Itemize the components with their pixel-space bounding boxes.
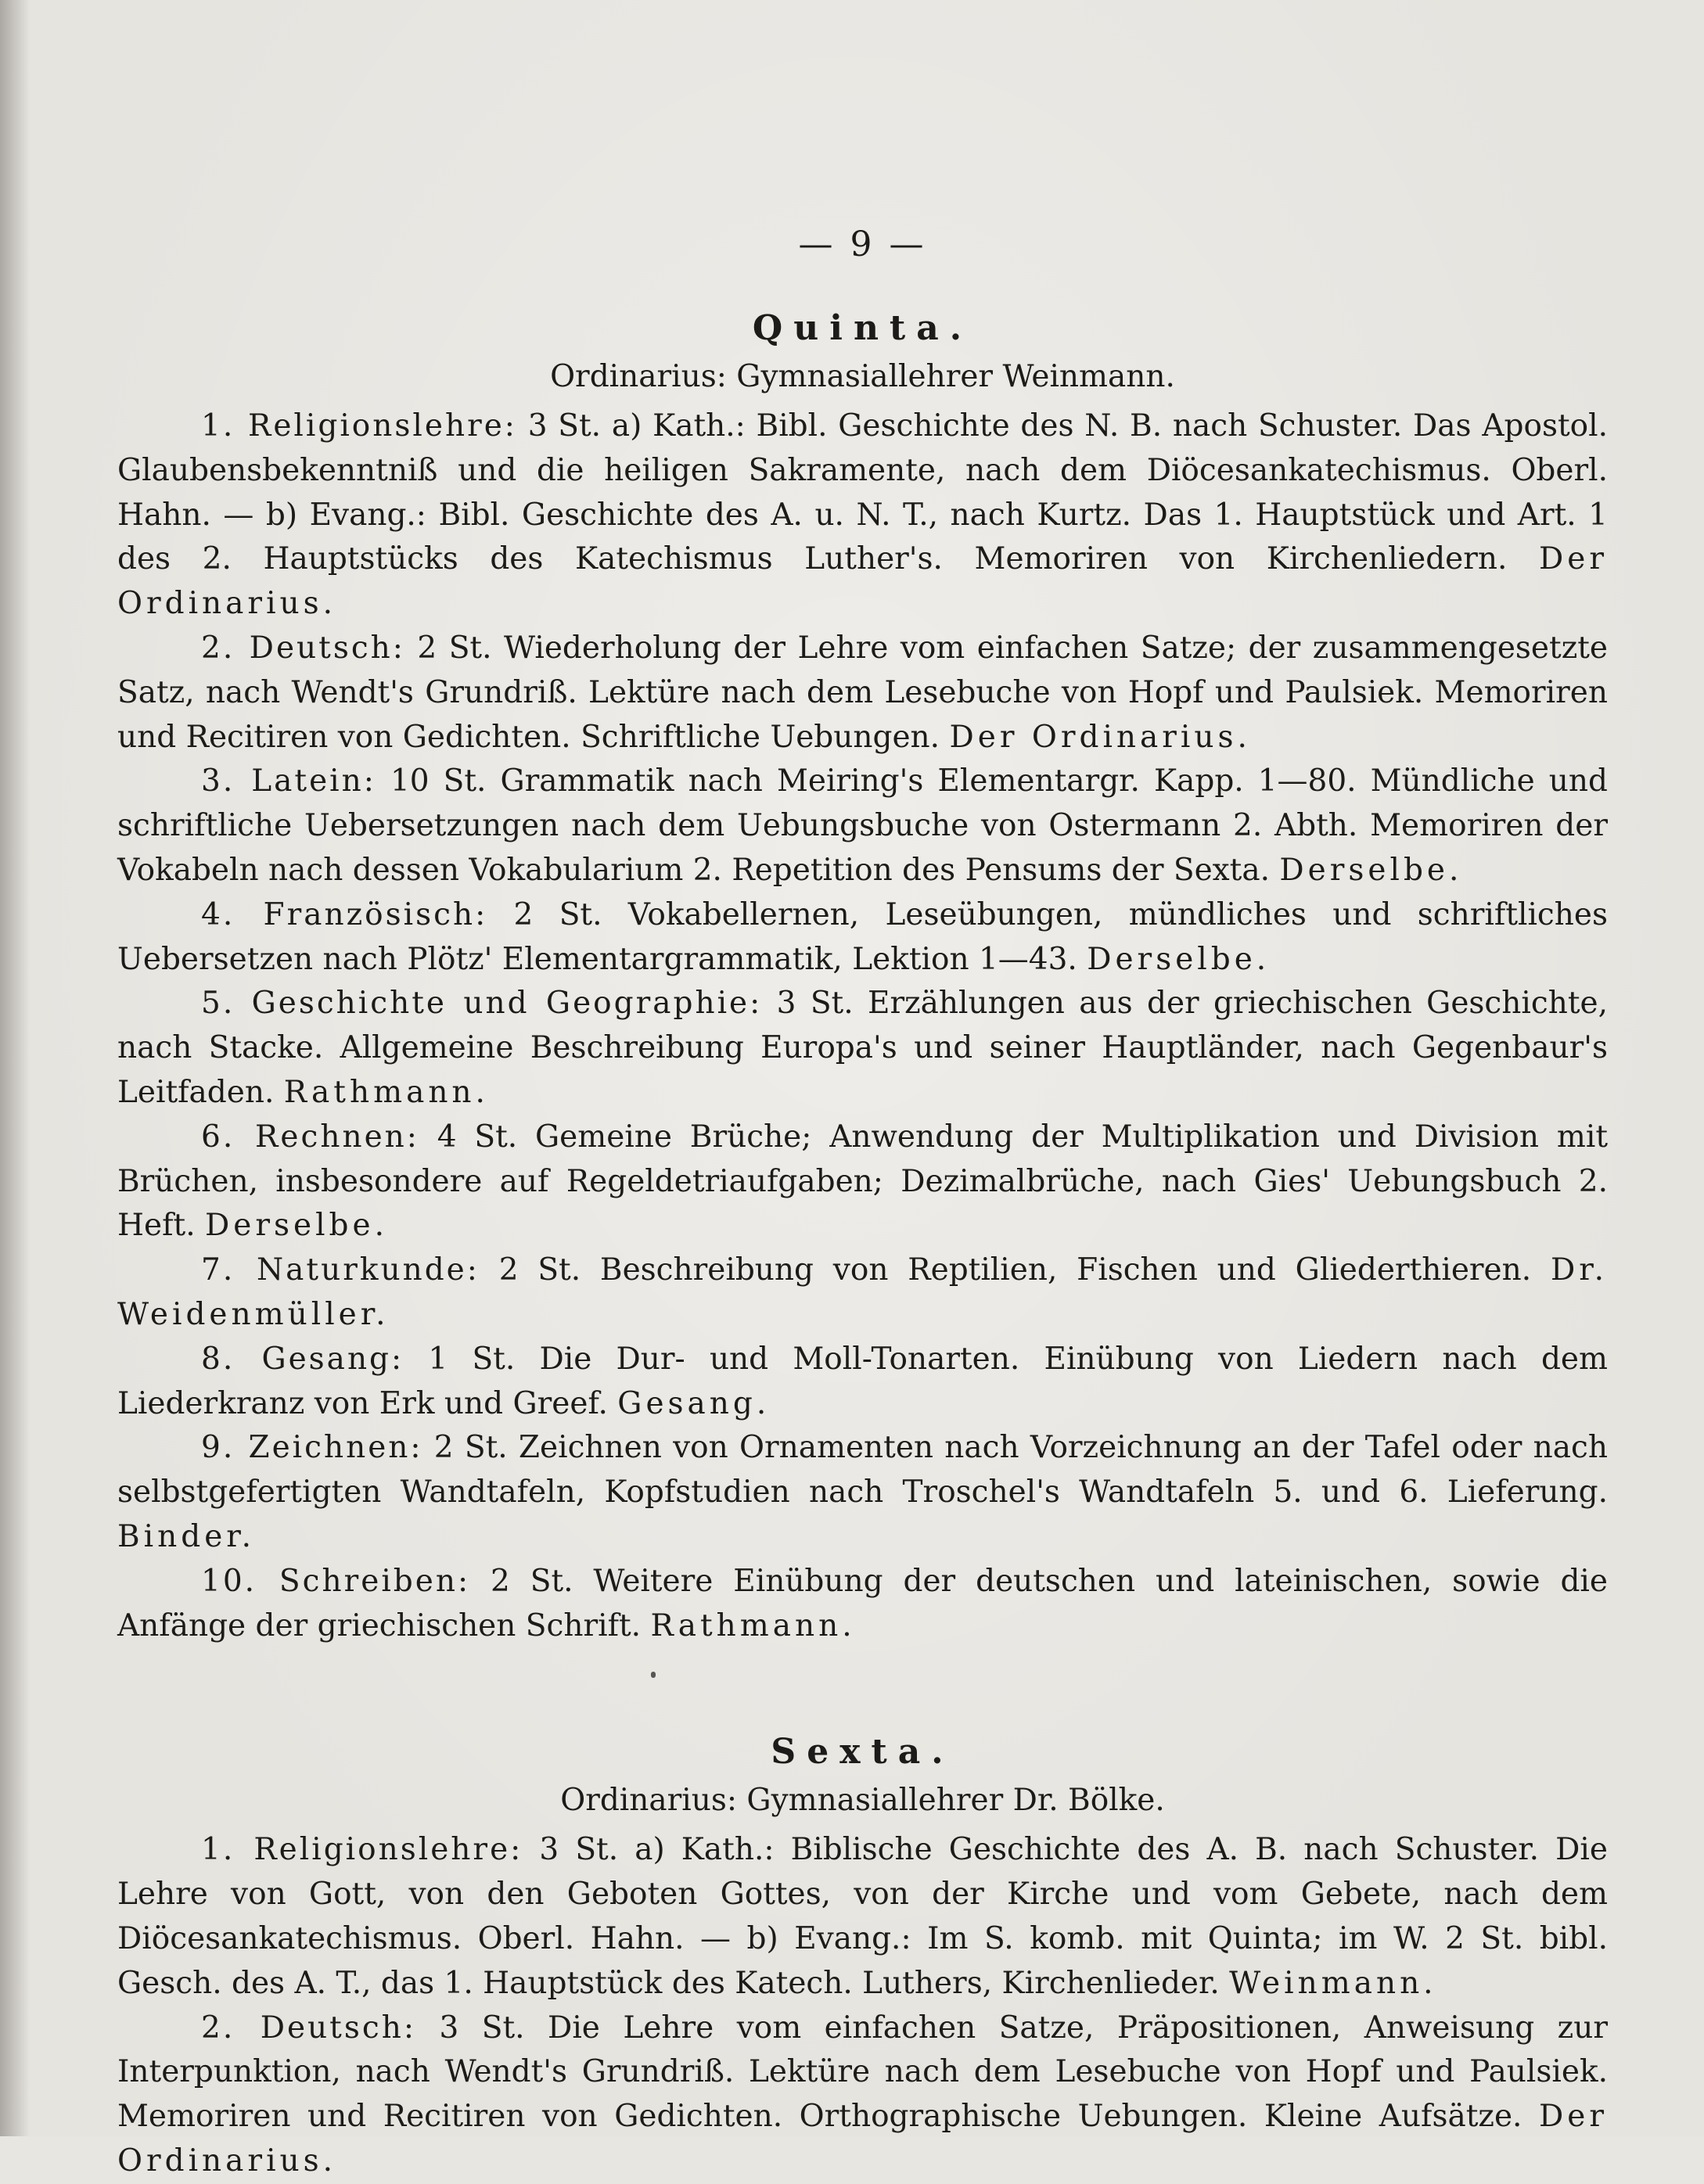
section-title: Quinta. [752, 308, 973, 348]
subject-entry [117, 893, 1608, 982]
subject-label: 7. Naturkunde: [201, 1252, 480, 1288]
subject-text: 2 St. Weitere Einübung der deutschen und lateinischen, sowie die Anfänge der griechischen Schrift. [117, 1563, 1608, 1643]
subject-entry [117, 1426, 1608, 1559]
subject-entry [117, 1248, 1608, 1338]
subject-entry [117, 627, 1608, 760]
ordinarius-line: Ordinarius: Gymnasiallehrer Weinmann. [550, 359, 1175, 394]
section-title: Sexta. [771, 1732, 954, 1773]
teacher-name: Derselbe. [1087, 941, 1271, 977]
stray-ink-dot [117, 1648, 1608, 1726]
subject-entry [117, 760, 1608, 893]
subject-entry [117, 1115, 1608, 1248]
subject-text: 4 St. Gemeine Brüche; Anwendung der Multiplikation und Division mit Brüchen, insbesondere auf Regeldetriaufgaben; Dezimalbrüche, nach Gies' Uebungsbuch 2. Heft. [117, 1119, 1608, 1244]
section-sexta [117, 1726, 1608, 2183]
subject-text: 3 St. a) Kath.: Biblische Geschichte des A. B. nach Schuster. Die Lehre von Gott, von den Geboten Gottes, von der Kirche und vom Gebete, nach dem Diöcesankatechismus. Oberl. Hahn. — b) Evang.: Im S. komb. mit Quinta; im W. 2 St. bibl. Gesch. des A. T., das 1. Hauptstück des Katech. Luthers, Kirchenlieder. [117, 1832, 1608, 2001]
ink-dot [651, 1672, 656, 1678]
teacher-name: Dr. Weidenmüller. [117, 1252, 1608, 1332]
subject-text: 3 St. Die Lehre vom einfachen Satze, Präpositionen, Anweisung zur Interpunktion, nach Wendt's Grundriß. Lektüre nach dem Lesebuche von Hopf und Paulsiek. Memoriren und Recitiren von Gedichten. Orthographische Uebungen. Kleine Aufsätze. [117, 2010, 1608, 2135]
subject-entry [117, 1560, 1608, 1649]
teacher-name: Der Ordinarius. [949, 719, 1251, 755]
teacher-name: Rathmann. [283, 1074, 489, 1110]
subject-entry [117, 2006, 1608, 2184]
subject-label: 2. Deutsch: [201, 630, 405, 666]
teacher-name: Der Ordinarius. [117, 541, 1608, 622]
subject-text: 2 St. Zeichnen von Ornamenten nach Vorzeichnung an der Tafel oder nach selbstgefertigten Wandtafeln, Kopfstudien nach Troschel's Wandtafeln 5. und 6. Lieferung. [117, 1430, 1608, 1510]
teacher-name: Weinmann. [1229, 1965, 1437, 2001]
subject-label: 3. Latein: [201, 763, 376, 799]
teacher-name: Rathmann. [650, 1607, 856, 1643]
spine-shadow [0, 0, 30, 2136]
teacher-name: Derselbe. [205, 1208, 389, 1244]
subject-entry [117, 1828, 1608, 2006]
teacher-name: Gesang. [617, 1385, 771, 1421]
subject-entry [117, 404, 1608, 627]
subject-label: 1. Religionslehre: [201, 408, 517, 444]
page-content [117, 223, 1608, 2184]
ordinarius-line: Ordinarius: Gymnasiallehrer Dr. Bölke. [560, 1783, 1165, 1819]
subject-label: 6. Rechnen: [201, 1119, 419, 1155]
subject-label: 2. Deutsch: [201, 2010, 416, 2046]
subject-text: 3 St. a) Kath.: Bibl. Geschichte des N. B. nach Schuster. Das Apostol. Glaubensbekenntniß und die heiligen Sakramente, nach dem Diöcesankatechismus. Oberl. Hahn. — b) Evang.: Bibl. Geschichte des A. u. N. T., nach Kurtz. Das 1. Hauptstück und Art. 1 des 2. Hauptstücks des Katechismus Luther's. Memoriren von Kirchenliedern. [117, 408, 1608, 577]
subject-label: 4. Französisch: [201, 896, 488, 932]
subject-text: 3 St. Erzählungen aus der griechischen Geschichte, nach Stacke. Allgemeine Beschreibung Europa's und seiner Hauptländer, nach Gegenbaur's Leitfaden. [117, 986, 1608, 1110]
teacher-name: Der Ordinarius. [117, 2099, 1608, 2179]
subject-text: 1 St. Die Dur- und Moll-Tonarten. Einübung von Liedern nach dem Liederkranz von Erk und Greef. [117, 1341, 1608, 1421]
subject-text: 2 St. Wiederholung der Lehre vom einfachen Satze; der zusammengesetzte Satz, nach Wendt's Grundriß. Lektüre nach dem Lesebuche von Hopf und Paulsiek. Memoriren und Recitiren von Gedichten. Schriftliche Uebungen. [117, 630, 1608, 755]
teacher-name: Binder. [117, 1518, 256, 1554]
subject-label: 9. Zeichnen: [201, 1430, 423, 1466]
subject-label: 10. Schreiben: [201, 1563, 471, 1599]
subject-text: 10 St. Grammatik nach Meiring's Elementargr. Kapp. 1—80. Mündliche und schriftliche Uebersetzungen nach dem Uebungsbuche von Ostermann 2. Abth. Memoriren der Vokabeln nach dessen Vokabularium 2. Repetition des Pensums der Sexta. [117, 763, 1608, 888]
section-quinta [117, 303, 1608, 1648]
subject-text: 2 St. Vokabellernen, Leseübungen, mündliches und schriftliches Uebersetzen nach Plötz' Elementargrammatik, Lektion 1—43. [117, 896, 1608, 977]
subject-text: 2 St. Beschreibung von Reptilien, Fischen und Gliederthieren. [479, 1252, 1551, 1288]
subject-label: 5. Geschichte und Geographie: [201, 986, 763, 1022]
subject-label: 1. Religionslehre: [201, 1832, 523, 1868]
page-number: — 9 — [798, 225, 927, 264]
subject-label: 8. Gesang: [201, 1341, 404, 1377]
teacher-name: Derselbe. [1279, 852, 1463, 888]
subject-entry [117, 1338, 1608, 1427]
subject-entry [117, 982, 1608, 1115]
